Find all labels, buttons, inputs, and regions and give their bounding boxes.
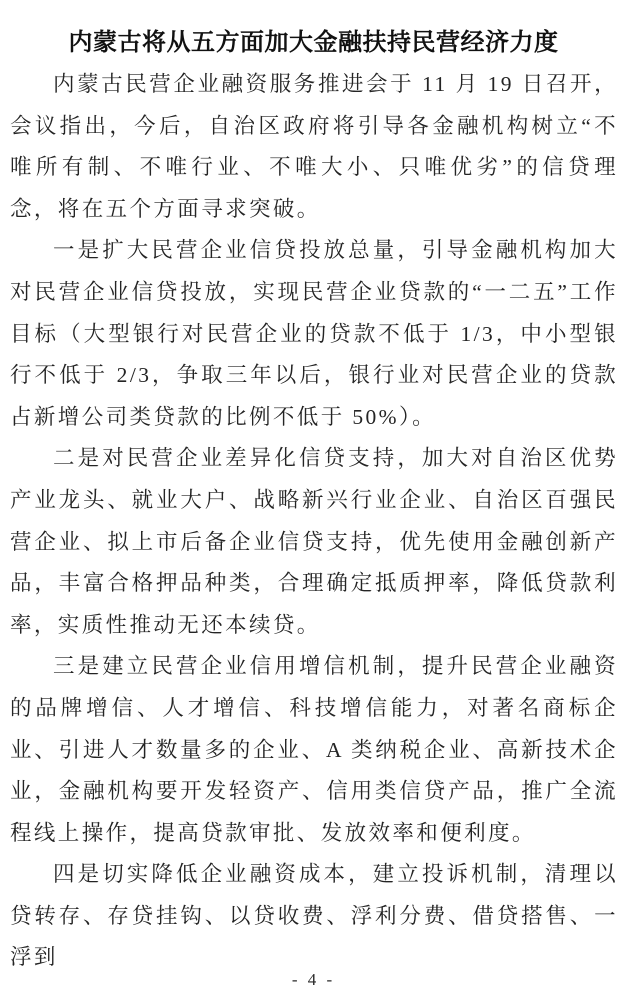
paragraph-point-3: 三是建立民营企业信用增信机制，提升民营企业融资的品牌增信、人才增信、科技增信能力，对著名商标企业、引进人才数量多的企业、A 类纳税企业、高新技术企业，金融机构要开发轻资产、信用类信贷产品，推广全流程线上操作，提高贷款审批、发放效率和便利度。 [10, 654, 618, 845]
paragraph-point-4: 四是切实降低企业融资成本，建立投诉机制，清理以贷转存、存贷挂钩、以贷收费、浮利分费、借贷搭售、一浮到 [10, 862, 618, 970]
paragraph-point-2: 二是对民营企业差异化信贷支持，加大对自治区优势产业龙头、就业大户、战略新兴行业企业、自治区百强民营企业、拟上市后备企业信贷支持，优先使用金融创新产品，丰富合格押品种类，合理确定抵质押率，降低贷款利率，实质性推动无还本续贷。 [10, 446, 618, 637]
document-title: 内蒙古将从五方面加大金融扶持民营经济力度 [68, 30, 559, 56]
document-body [0, 64, 627, 979]
document-page [0, 26, 627, 1005]
paragraph-intro: 内蒙古民营企业融资服务推进会于 11 月 19 日召开，会议指出，今后，自治区政府将引导各金融机构树立“不唯所有制、不唯行业、不唯大小、只唯优劣”的信贷理念，将在五个方面寻求突破。 [10, 72, 618, 221]
paragraph-point-1: 一是扩大民营企业信贷投放总量，引导金融机构加大对民营企业信贷投放，实现民营企业贷款的“一二五”工作目标（大型银行对民营企业的贷款不低于 1/3，中小型银行不低于 2/3，争取三年以后，银行业对民营企业的贷款占新增公司类贷款的比例不低于 50%）。 [10, 238, 618, 429]
page-number: - 4 - [291, 970, 336, 989]
